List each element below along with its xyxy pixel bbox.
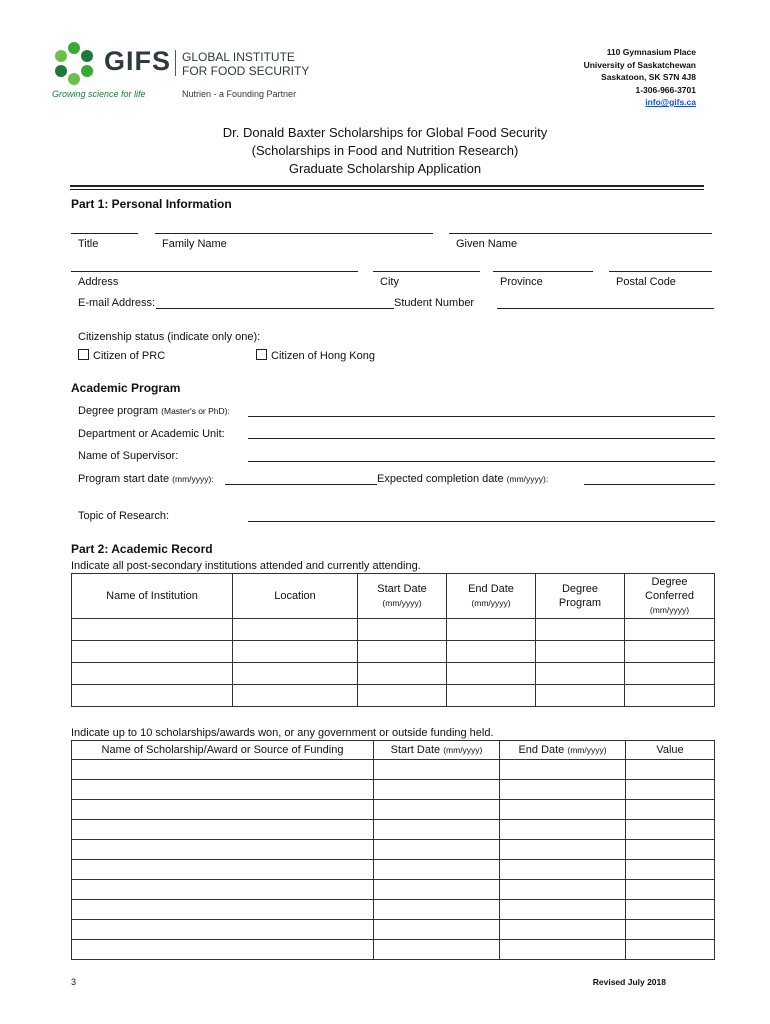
table-cell-input[interactable]: [374, 840, 500, 860]
table-cell-input[interactable]: [233, 685, 358, 707]
table-cell-input[interactable]: [625, 685, 715, 707]
table-cell-input[interactable]: [374, 940, 500, 960]
contact-block: [584, 46, 696, 109]
table-cell-input[interactable]: [626, 840, 715, 860]
table-cell-input[interactable]: [500, 900, 626, 920]
table-cell-input[interactable]: [536, 619, 625, 641]
table-row: [72, 920, 715, 940]
table-cell-input[interactable]: [447, 641, 536, 663]
column-header-label: Degree Program: [558, 583, 602, 609]
column-header: [626, 741, 715, 760]
title-rule-thick: [70, 185, 704, 187]
table-cell-input[interactable]: [374, 780, 500, 800]
program-start-label: [78, 473, 214, 485]
table-header-row: [72, 741, 715, 760]
table-cell-input[interactable]: [500, 940, 626, 960]
phone-number: 1-306-966-3701: [635, 84, 696, 95]
part2-intro: Indicate all post-secondary institutions attended and currently attending.: [71, 560, 421, 572]
column-header-hint: (mm/yyyy): [471, 598, 511, 608]
table-cell-input[interactable]: [374, 760, 500, 780]
student-number-label: Student Number: [394, 297, 475, 309]
column-header-label: Degree Conferred: [645, 576, 694, 602]
table-cell-input[interactable]: [374, 820, 500, 840]
table-cell-input[interactable]: [358, 685, 447, 707]
table-row: [72, 619, 715, 641]
table-cell-input[interactable]: [72, 860, 374, 880]
column-header-label: Start Date: [377, 583, 427, 595]
citizen-hk-label: Citizen of Hong Kong: [271, 350, 375, 362]
table-row: [72, 880, 715, 900]
column-header-label: Location: [274, 590, 316, 602]
address-label: Address: [78, 276, 119, 288]
province-field[interactable]: [493, 271, 593, 272]
table-cell-input[interactable]: [626, 780, 715, 800]
column-header-hint: (mm/yyyy): [567, 745, 607, 755]
column-header: [500, 741, 626, 760]
table-cell-input[interactable]: [500, 820, 626, 840]
table-cell-input[interactable]: [626, 920, 715, 940]
completion-date-label: [377, 473, 548, 485]
table-cell-input[interactable]: [358, 663, 447, 685]
column-header-label: Name of Scholarship/Award or Source of Funding: [101, 744, 344, 756]
column-header: [374, 741, 500, 760]
address-line: 110 Gymnasium Place: [606, 47, 696, 57]
table-cell-input[interactable]: [233, 641, 358, 663]
institutions-body: [72, 619, 715, 707]
table-row: [72, 663, 715, 685]
gifs-logo: [50, 40, 310, 104]
column-header: [233, 574, 358, 619]
table-cell-input[interactable]: [72, 760, 374, 780]
table-cell-input[interactable]: [626, 800, 715, 820]
table-cell-input[interactable]: [536, 641, 625, 663]
table-cell-input[interactable]: [626, 880, 715, 900]
table-cell-input[interactable]: [626, 760, 715, 780]
revised-date: Revised July 2018: [592, 977, 666, 987]
city-label: City: [380, 276, 399, 288]
institutions-table: [71, 573, 715, 707]
supervisor-label: Name of Supervisor:: [78, 450, 179, 462]
degree-hint: (Master's or PhD):: [161, 406, 230, 416]
table-cell-input[interactable]: [72, 780, 374, 800]
column-header-label: End Date: [518, 744, 565, 756]
table-cell-input[interactable]: [374, 860, 500, 880]
awards-intro: Indicate up to 10 scholarships/awards won, or any government or outside funding held.: [71, 727, 494, 739]
table-cell-input[interactable]: [72, 800, 374, 820]
title-line2: (Scholarships in Food and Nutrition Research): [251, 143, 519, 158]
table-cell-input[interactable]: [358, 641, 447, 663]
title-rule-thin: [70, 189, 704, 190]
table-cell-input[interactable]: [72, 619, 233, 641]
page-number: 3: [71, 977, 77, 987]
start-hint: (mm/yyyy):: [172, 474, 214, 484]
table-cell-input[interactable]: [500, 920, 626, 940]
table-cell-input[interactable]: [72, 880, 374, 900]
department-field[interactable]: [248, 438, 715, 439]
awards-table: [71, 740, 715, 960]
table-row: [72, 840, 715, 860]
table-cell-input[interactable]: [374, 880, 500, 900]
completion-label: Expected completion date: [377, 473, 504, 485]
address-line: University of Saskatchewan: [583, 59, 696, 70]
postal-code-label: Postal Code: [616, 276, 676, 288]
table-cell-input[interactable]: [374, 900, 500, 920]
table-cell-input[interactable]: [72, 920, 374, 940]
title-line3: Graduate Scholarship Application: [288, 161, 482, 176]
logo-wordmark: GIFS: [104, 46, 172, 76]
table-cell-input[interactable]: [72, 641, 233, 663]
document-title: [0, 124, 770, 178]
table-cell-input[interactable]: [72, 820, 374, 840]
table-cell-input[interactable]: [625, 641, 715, 663]
column-header: [72, 741, 374, 760]
academic-program-heading: Academic Program: [71, 381, 181, 395]
gifs-logo-mark-icon: [50, 40, 98, 86]
table-cell-input[interactable]: [233, 663, 358, 685]
table-row: [72, 760, 715, 780]
citizen-prc-label: Citizen of PRC: [93, 350, 166, 362]
address-field[interactable]: [71, 271, 358, 272]
table-cell-input[interactable]: [374, 920, 500, 940]
table-row: [72, 820, 715, 840]
table-cell-input[interactable]: [72, 900, 374, 920]
table-row: [72, 800, 715, 820]
degree-label: Degree program: [78, 405, 159, 417]
table-cell-input[interactable]: [374, 800, 500, 820]
degree-program-field[interactable]: [248, 416, 715, 417]
table-row: [72, 780, 715, 800]
column-header-hint: (mm/yyyy): [382, 598, 422, 608]
given-name-label: Given Name: [456, 238, 518, 250]
checkbox-icon[interactable]: [256, 349, 267, 360]
table-cell-input[interactable]: [626, 940, 715, 960]
citizenship-label: Citizenship status (indicate only one):: [78, 331, 261, 343]
table-cell-input[interactable]: [536, 685, 625, 707]
topic-field[interactable]: [248, 521, 715, 522]
column-header: [358, 574, 447, 619]
checkbox-icon[interactable]: [78, 349, 89, 360]
completion-hint: (mm/yyyy):: [506, 474, 549, 484]
table-cell-input[interactable]: [72, 663, 233, 685]
table-cell-input[interactable]: [500, 760, 626, 780]
column-header-hint: (mm/yyyy): [443, 745, 483, 755]
citizen-hk-option[interactable]: [256, 349, 375, 362]
program-start-field[interactable]: [225, 484, 377, 485]
postal-code-field[interactable]: [609, 271, 712, 272]
email-link[interactable]: info@gifs.ca: [645, 97, 696, 107]
table-cell-input[interactable]: [500, 800, 626, 820]
column-header: [72, 574, 233, 619]
table-row: [72, 641, 715, 663]
table-cell-input[interactable]: [447, 663, 536, 685]
org-name-line2: FOR FOOD SECURITY: [182, 64, 310, 78]
table-cell-input[interactable]: [625, 619, 715, 641]
title-label: Title: [78, 238, 99, 250]
column-header: [625, 574, 715, 619]
title-field[interactable]: [71, 233, 138, 234]
table-cell-input[interactable]: [72, 940, 374, 960]
founding-partner: Nutrien - a Founding Partner: [182, 89, 297, 99]
topic-label: Topic of Research:: [78, 510, 170, 522]
family-name-field[interactable]: [155, 233, 433, 234]
start-label: Program start date: [78, 473, 170, 485]
tagline: Growing science for life: [52, 89, 146, 99]
table-row: [72, 860, 715, 880]
logo-divider: [175, 50, 176, 76]
table-cell-input[interactable]: [447, 619, 536, 641]
degree-program-label: [78, 405, 230, 417]
column-header-label: Name of Institution: [106, 590, 198, 602]
org-name-line1: GLOBAL INSTITUTE: [182, 50, 295, 64]
part1-heading: Part 1: Personal Information: [71, 197, 232, 211]
completion-date-field[interactable]: [584, 484, 715, 485]
table-cell-input[interactable]: [500, 840, 626, 860]
table-row: [72, 685, 715, 707]
table-row: [72, 940, 715, 960]
table-cell-input[interactable]: [72, 685, 233, 707]
column-header-hint: (mm/yyyy): [649, 605, 690, 615]
given-name-field[interactable]: [449, 233, 712, 234]
awards-body: [72, 760, 715, 960]
column-header-label: End Date: [468, 583, 514, 595]
table-cell-input[interactable]: [233, 619, 358, 641]
part2-heading: Part 2: Academic Record: [71, 542, 213, 556]
department-label: Department or Academic Unit:: [78, 428, 225, 440]
family-name-label: Family Name: [162, 238, 227, 250]
table-cell-input[interactable]: [626, 860, 715, 880]
table-cell-input[interactable]: [536, 663, 625, 685]
table-row: [72, 900, 715, 920]
column-header-label: Start Date: [390, 744, 441, 756]
table-cell-input[interactable]: [500, 780, 626, 800]
title-line1: Dr. Donald Baxter Scholarships for Global Food Security: [222, 125, 548, 140]
table-cell-input[interactable]: [626, 820, 715, 840]
column-header: [536, 574, 625, 619]
table-cell-input[interactable]: [447, 685, 536, 707]
table-cell-input[interactable]: [500, 880, 626, 900]
citizen-prc-option[interactable]: [78, 349, 165, 362]
table-cell-input[interactable]: [500, 860, 626, 880]
table-cell-input[interactable]: [626, 900, 715, 920]
province-label: Province: [500, 276, 543, 288]
city-field[interactable]: [373, 271, 480, 272]
address-line: Saskatoon, SK S7N 4J8: [601, 72, 696, 82]
email-label: E-mail Address:: [78, 297, 156, 309]
table-cell-input[interactable]: [72, 840, 374, 860]
table-cell-input[interactable]: [358, 619, 447, 641]
supervisor-field[interactable]: [248, 461, 715, 462]
column-header: [447, 574, 536, 619]
table-header-row: [72, 574, 715, 619]
student-number-field[interactable]: [497, 308, 714, 309]
column-header-label: Value: [656, 744, 684, 756]
table-cell-input[interactable]: [625, 663, 715, 685]
email-field[interactable]: [156, 308, 394, 309]
